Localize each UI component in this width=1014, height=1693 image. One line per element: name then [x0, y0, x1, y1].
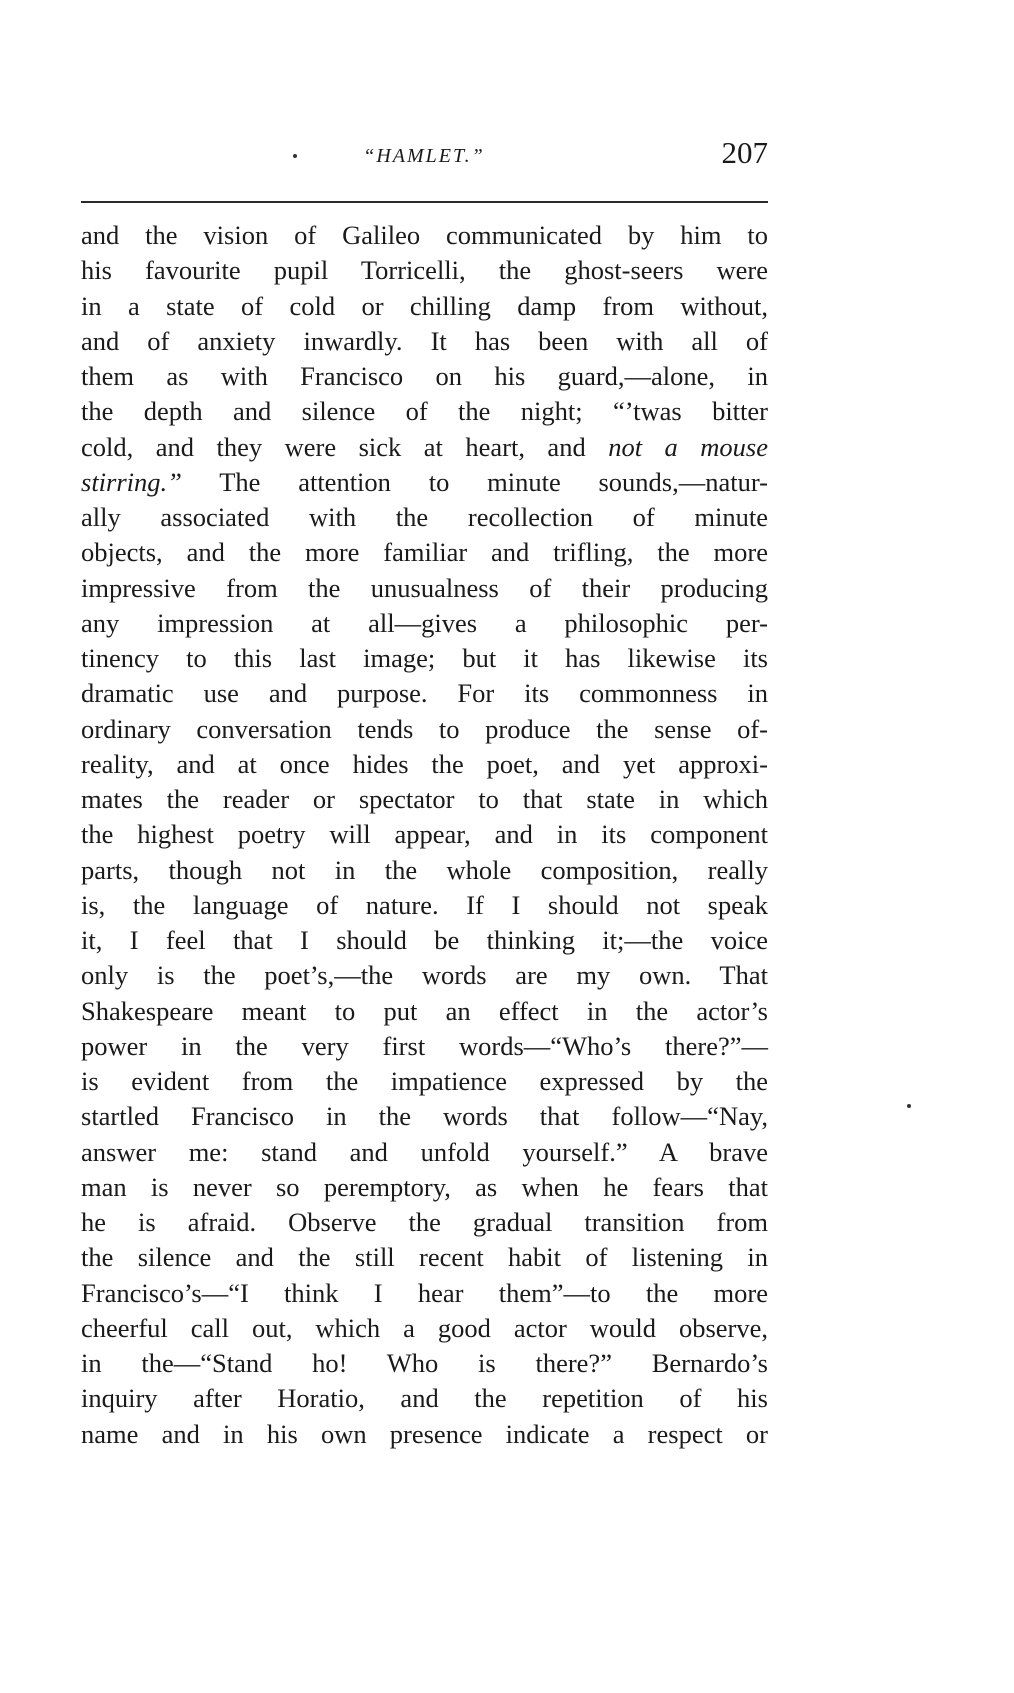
text-run: cold, and they were sick at heart, and: [81, 431, 586, 462]
text-line: any impression at all—gives a philosophic per-: [81, 607, 768, 638]
text-line: is evident from the impatience expressed by the: [81, 1066, 768, 1096]
text-line: objects, and the more familiar and trifling, the more: [81, 537, 768, 568]
text-line: reality, and at once hides the poet, and yet approxi-: [81, 748, 768, 779]
text-line: startled Francisco in the words that follow—“Nay,: [81, 1101, 768, 1132]
text-line: parts, though not in the whole composition, really: [81, 854, 768, 885]
text-line: tinency to this last image; but it has likewise its: [81, 643, 768, 673]
text-line: [81, 465, 768, 500]
running-head: [80, 135, 768, 175]
stray-mark-dot: [293, 154, 297, 158]
text-line: cheerful call out, which a good actor would observe,: [81, 1312, 768, 1343]
text-line: name and in his own presence indicate a respect or: [81, 1418, 768, 1449]
body-text: [81, 218, 768, 1452]
text-line: he is afraid. Observe the gradual transition from: [81, 1207, 768, 1237]
text-run: The attention to minute sounds,—natur-: [219, 466, 768, 497]
text-line: answer me: stand and unfold yourself.” A brave: [81, 1136, 768, 1167]
text-line: ally associated with the recollection of minute: [81, 502, 768, 532]
text-line: it, I feel that I should be thinking it;—the voice: [81, 925, 768, 955]
text-line: and the vision of Galileo communicated by him to: [81, 220, 768, 250]
running-title: “HAMLET.”: [363, 145, 485, 167]
text-line: them as with Francisco on his guard,—alone, in: [81, 361, 768, 391]
text-line: Shakespeare meant to put an effect in the actor’s: [81, 995, 768, 1026]
header-rule: [81, 201, 768, 203]
stray-mark-dot: [907, 1104, 911, 1108]
text-line: in the—“Stand ho! Who is there?” Bernardo’s: [81, 1348, 768, 1378]
text-line: inquiry after Horatio, and the repetition of his: [81, 1383, 768, 1414]
text-line: Francisco’s—“I think I hear them”—to the more: [81, 1277, 768, 1308]
text-line: the highest poetry will appear, and in its component: [81, 819, 768, 850]
text-line: the depth and silence of the night; “’twas bitter: [81, 396, 768, 427]
page-number: 207: [721, 135, 768, 170]
text-line: dramatic use and purpose. For its commonness in: [81, 678, 768, 709]
text-line: only is the poet’s,—the words are my own. That: [81, 960, 768, 991]
italic-phrase: not a mouse: [608, 431, 769, 462]
text-line: ordinary conversation tends to produce the sense of-: [81, 713, 768, 744]
text-line: and of anxiety inwardly. It has been with all of: [81, 325, 768, 356]
text-line: the silence and the still recent habit of listening in: [81, 1242, 768, 1273]
italic-phrase: stirring.”: [81, 466, 182, 497]
text-line: mates the reader or spectator to that state in which: [81, 784, 768, 814]
text-line: is, the language of nature. If I should not speak: [81, 889, 768, 920]
text-line: his favourite pupil Torricelli, the ghost-seers were: [81, 255, 768, 286]
text-line: man is never so peremptory, as when he fears that: [81, 1171, 768, 1202]
text-line: power in the very first words—“Who’s there?”—: [81, 1030, 768, 1061]
text-line: impressive from the unusualness of their producing: [81, 572, 768, 603]
text-line: [81, 430, 768, 465]
text-line: in a state of cold or chilling damp from without,: [81, 290, 768, 321]
